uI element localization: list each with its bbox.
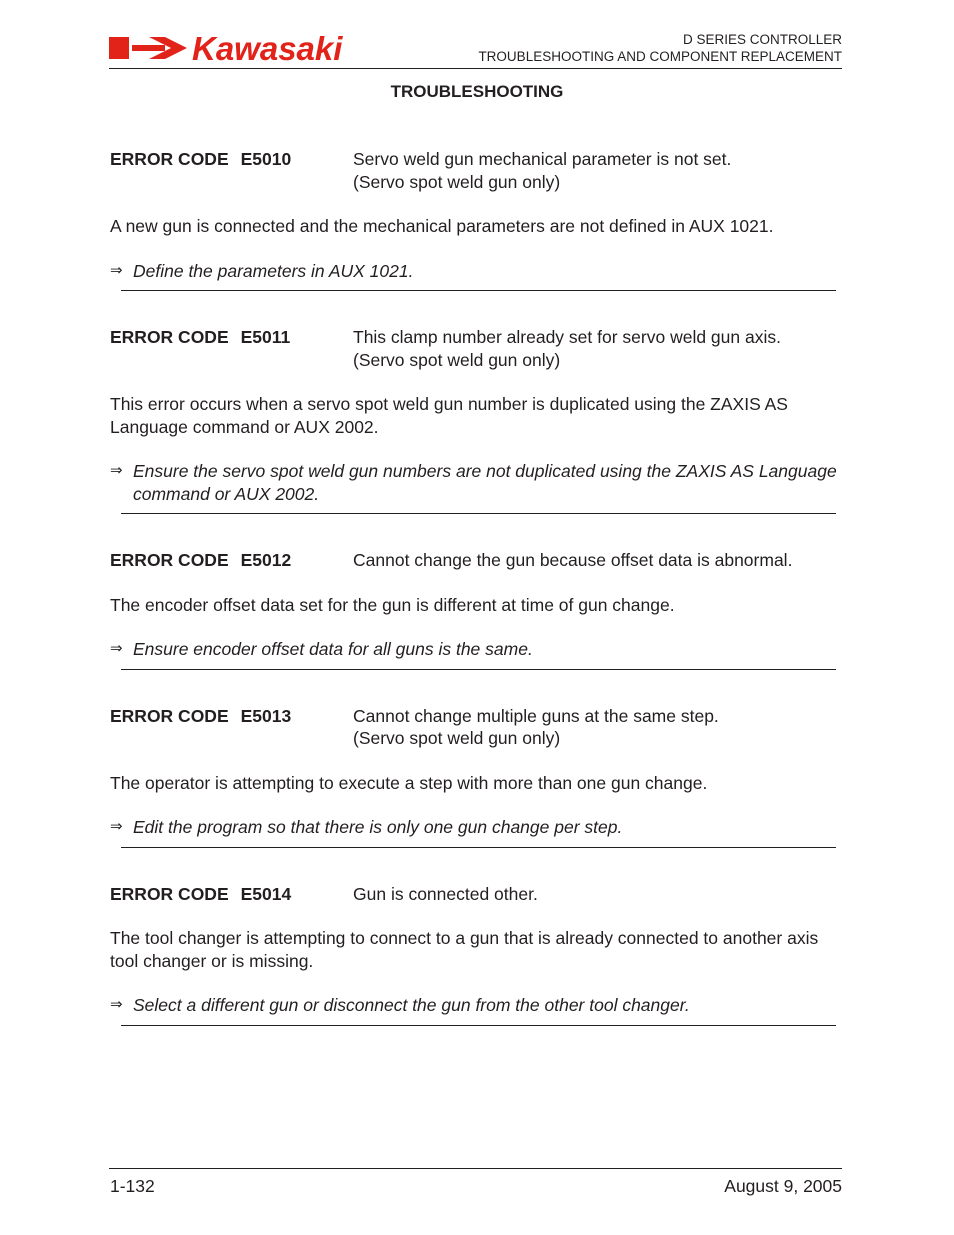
error-entry-e5011 — [110, 326, 845, 514]
header-series: D SERIES CONTROLLER — [682, 32, 842, 47]
error-remedy: ⇒ Edit the program so that there is only one gun change per step. — [110, 817, 623, 837]
error-code-label: ERROR CODE E5010 — [110, 149, 292, 169]
arrow-icon: ⇒ — [110, 462, 123, 479]
arrow-icon: ⇒ — [110, 818, 123, 835]
arrow-icon: ⇒ — [110, 261, 123, 279]
error-entry-e5010 — [110, 148, 845, 291]
svg-text:Kawasaki: Kawasaki — [192, 31, 343, 65]
error-title: Gun is connected other. — [353, 883, 538, 904]
error-title: Cannot change the gun because offset data is abnormal. — [353, 550, 793, 570]
error-title: Servo weld gun mechanical parameter is not set. (Servo spot weld gun only) — [353, 149, 732, 192]
error-code-label: ERROR CODE E5012 — [110, 550, 292, 570]
kawasaki-logo — [109, 31, 389, 65]
document-header — [478, 31, 842, 65]
footer-rule — [109, 1168, 842, 1169]
error-description: The operator is attempting to execute a step with more than one gun change. — [110, 772, 708, 793]
error-code-label: ERROR CODE E5014 — [110, 883, 292, 904]
separator — [121, 290, 836, 291]
error-entry-e5014 — [110, 883, 845, 1026]
error-code-label: ERROR CODE E5011 — [110, 327, 291, 347]
error-description: A new gun is connected and the mechanical parameters are not defined in AUX 1021. — [110, 216, 774, 236]
arrow-icon: ⇒ — [110, 996, 123, 1013]
page-number: 1-132 — [110, 1176, 155, 1196]
error-description: This error occurs when a servo spot weld gun number is duplicated using the ZAXIS AS Language command or AUX 2002. — [110, 394, 788, 437]
arrow-icon: ⇒ — [110, 640, 123, 657]
error-entry-e5013 — [110, 705, 845, 848]
error-description: The tool changer is attempting to connect to a gun that is already connected to another axis tool changer or is missing. — [110, 928, 819, 971]
footer-date: August 9, 2005 — [724, 1176, 842, 1196]
separator — [121, 669, 836, 670]
error-remedy: ⇒ Select a different gun or disconnect the gun from the other tool changer. — [110, 995, 690, 1015]
header-rule — [109, 68, 842, 69]
error-title: Cannot change multiple guns at the same step. (Servo spot weld gun only) — [353, 705, 719, 748]
error-entry-e5012 — [110, 549, 845, 670]
error-remedy: ⇒ Ensure the servo spot weld gun numbers are not duplicated using the ZAXIS AS Language command or AUX 2002. — [110, 461, 837, 504]
error-description: The encoder offset data set for the gun is different at time of gun change. — [110, 594, 675, 615]
error-remedy: ⇒ Define the parameters in AUX 1021. — [110, 260, 414, 281]
separator — [121, 513, 836, 514]
header-section: TROUBLESHOOTING AND COMPONENT REPLACEMENT — [478, 49, 842, 64]
error-list — [110, 148, 845, 1061]
separator — [121, 847, 836, 848]
error-remedy: ⇒ Ensure encoder offset data for all guns is the same. — [110, 639, 533, 659]
section-title: TROUBLESHOOTING — [390, 82, 564, 101]
error-title: This clamp number already set for servo weld gun axis. (Servo spot weld gun only) — [353, 327, 781, 370]
separator — [121, 1025, 836, 1026]
error-code-label: ERROR CODE E5013 — [110, 705, 292, 726]
